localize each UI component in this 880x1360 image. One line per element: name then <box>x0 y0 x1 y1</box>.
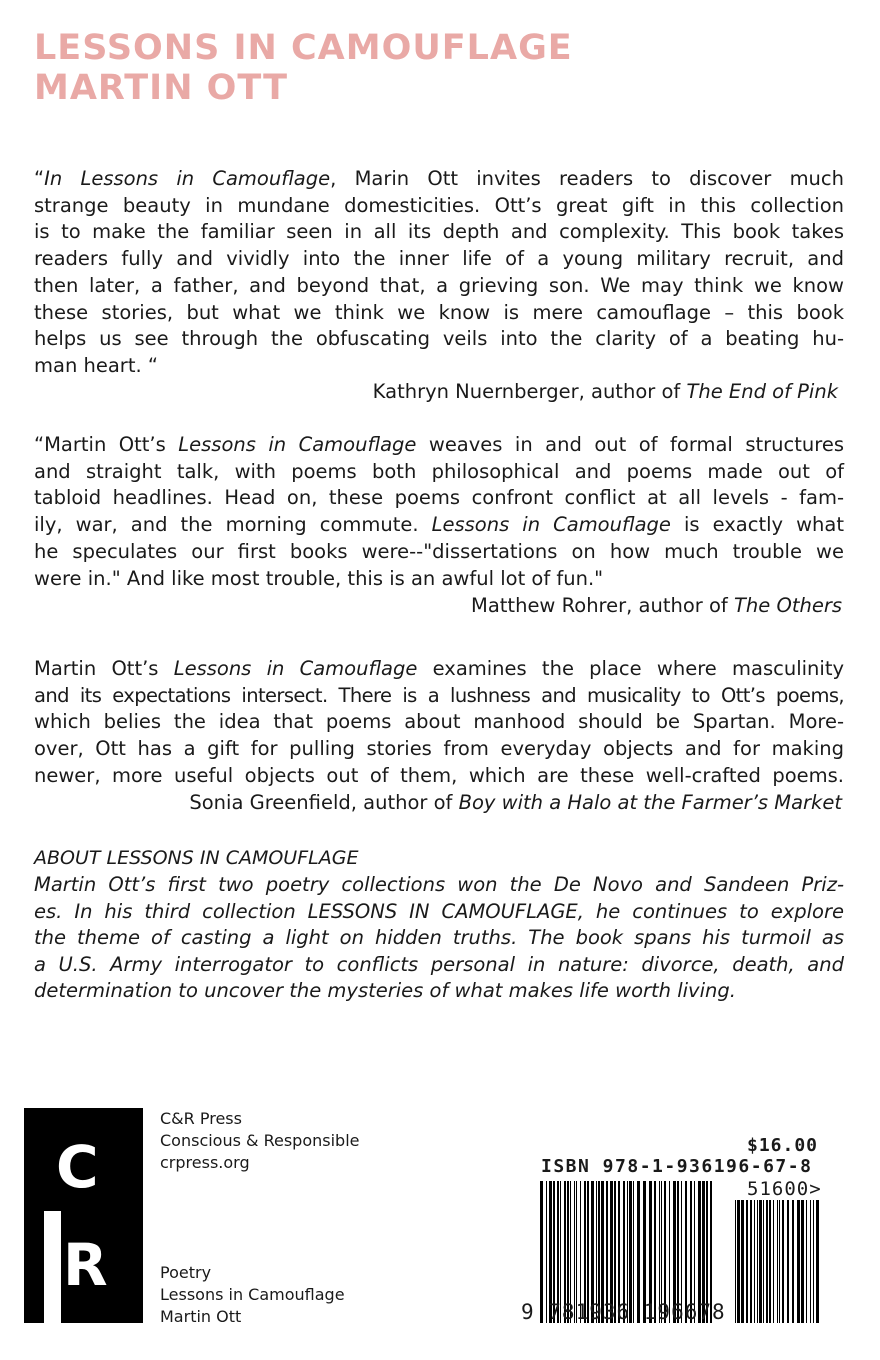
barcode-bar <box>813 1200 814 1323</box>
barcode-bar <box>787 1200 789 1323</box>
about-heading: ABOUT LESSONS IN CAMOUFLAGE <box>34 847 359 869</box>
blurb-line: readers fully and vividly into the inner life of a young military recruit, and <box>34 247 844 271</box>
book-meta <box>160 1262 345 1328</box>
publisher-tagline: Conscious & Responsible <box>160 1131 360 1150</box>
blurb-line: Martin Ott’s Lessons in Camouflage examines the place where masculinity <box>34 657 845 680</box>
barcode-bar <box>810 1200 811 1323</box>
publisher-logo <box>24 1108 143 1323</box>
blurb-3 <box>34 656 844 790</box>
barcode-bar <box>792 1200 794 1323</box>
blurb-line: then later, a father, and beyond that, a grieving son. We may think we know <box>34 273 844 297</box>
logo-notch <box>44 1211 61 1323</box>
meta-title: Lessons in Camouflage <box>160 1285 345 1304</box>
blurb-line: were in." And like most trouble, this is an awful lot of fun." <box>34 566 604 590</box>
supplement-code: 51600> <box>747 1178 822 1200</box>
blurb-line: tabloid headlines. Head on, these poems confront conflict at all levels - fam- <box>34 486 844 510</box>
barcode-bar <box>782 1200 784 1323</box>
book-title: LESSONS IN CAMOUFLAGE <box>34 28 573 68</box>
barcode-bar <box>797 1200 800 1323</box>
blurb-line: “In Lessons in Camouflage, Marin Ott invites readers to discover much <box>34 167 844 190</box>
logo-letter-r: R <box>63 1231 108 1299</box>
blurb-line: which belies the idea that poems about manhood should be Spartan. More- <box>34 710 844 734</box>
publisher-info <box>160 1108 359 1174</box>
barcode-bar <box>757 1200 758 1323</box>
blurb-line: and its expectations intersect. There is a lushness and musicality to Ott’s poems, <box>34 683 844 707</box>
meta-category: Poetry <box>160 1263 212 1282</box>
publisher-website: crpress.org <box>160 1153 250 1172</box>
isbn-text: ISBN 978-1-936196-67-8 <box>541 1156 813 1177</box>
barcode-bar <box>806 1200 807 1323</box>
blurb-line: strange beauty in mundane domesticities. Ott’s great gift in this collection <box>34 193 844 217</box>
barcode-bar <box>777 1200 778 1323</box>
blurb-line: over, Ott has a gift for pulling stories from everyday objects and for making <box>34 737 844 761</box>
blurb-2 <box>34 432 844 592</box>
about-text <box>34 872 844 1005</box>
blurb-1 <box>34 166 844 380</box>
barcode-bar <box>769 1200 771 1323</box>
about-line: Martin Ott’s first two poetry collections won the De Novo and Sandeen Priz- <box>34 873 844 896</box>
about-line: determination to uncover the mysteries of what makes life worth living. <box>34 979 736 1002</box>
blurb-line: newer, more useful objects out of them, which are these well-crafted poems. <box>34 763 844 787</box>
blurb-1-attribution: Kathryn Nuernberger, author of The End of Pink <box>372 380 838 403</box>
barcode-bar <box>759 1200 762 1323</box>
barcode-bar <box>746 1200 748 1323</box>
barcode-bar <box>741 1200 744 1323</box>
cover-title-block <box>34 28 573 108</box>
blurb-3-attribution: Sonia Greenfield, author of Boy with a Halo at the Farmer’s Market <box>189 791 842 814</box>
blurb-line: these stories, but what we think we know is mere camouflage – this book <box>34 300 844 324</box>
publisher-name: C&R Press <box>160 1109 242 1128</box>
barcode-bar <box>763 1200 764 1323</box>
barcode-bar <box>750 1200 752 1323</box>
blurb-line: is to make the familiar seen in all its depth and complexity. This book takes <box>34 220 844 244</box>
barcode-bar <box>754 1200 755 1323</box>
barcode-bar <box>766 1200 768 1323</box>
barcode-bar <box>773 1200 774 1323</box>
blurb-2-attribution: Matthew Rohrer, author of The Others <box>471 594 842 617</box>
barcode-supplement <box>735 1200 823 1323</box>
blurb-line: man heart. “ <box>34 353 158 377</box>
blurb-line: he speculates our first books were--"dissertations on how much trouble we <box>34 539 844 563</box>
barcode-bar <box>779 1200 780 1323</box>
barcode-bar <box>737 1200 740 1323</box>
meta-author: Martin Ott <box>160 1307 242 1326</box>
blurb-line: helps us see through the obfuscating veils into the clarity of a beating hu- <box>34 327 844 351</box>
logo-letter-c: C <box>56 1133 99 1201</box>
price: $16.00 <box>747 1135 819 1156</box>
barcode-bar <box>801 1200 804 1323</box>
about-line: the theme of casting a light on hidden truths. The book spans his turmoil as <box>34 926 844 949</box>
barcode-number: 9 781936 196678 <box>521 1300 726 1324</box>
blurb-line: “Martin Ott’s Lessons in Camouflage weaves in and out of formal structures <box>34 433 844 456</box>
book-author: MARTIN OTT <box>34 68 288 108</box>
about-line: a U.S. Army interrogator to conflicts personal in nature: divorce, death, and <box>34 952 844 976</box>
barcode-bar <box>735 1200 736 1323</box>
blurb-line: and straight talk, with poems both philosophical and poems made out of <box>34 459 844 483</box>
barcode-bar <box>816 1200 819 1323</box>
blurb-line: ily, war, and the morning commute. Lessons in Camouflage is exactly what <box>34 513 844 537</box>
about-line: es. In his third collection LESSONS IN CAMOUFLAGE, he continues to explore <box>34 899 844 923</box>
